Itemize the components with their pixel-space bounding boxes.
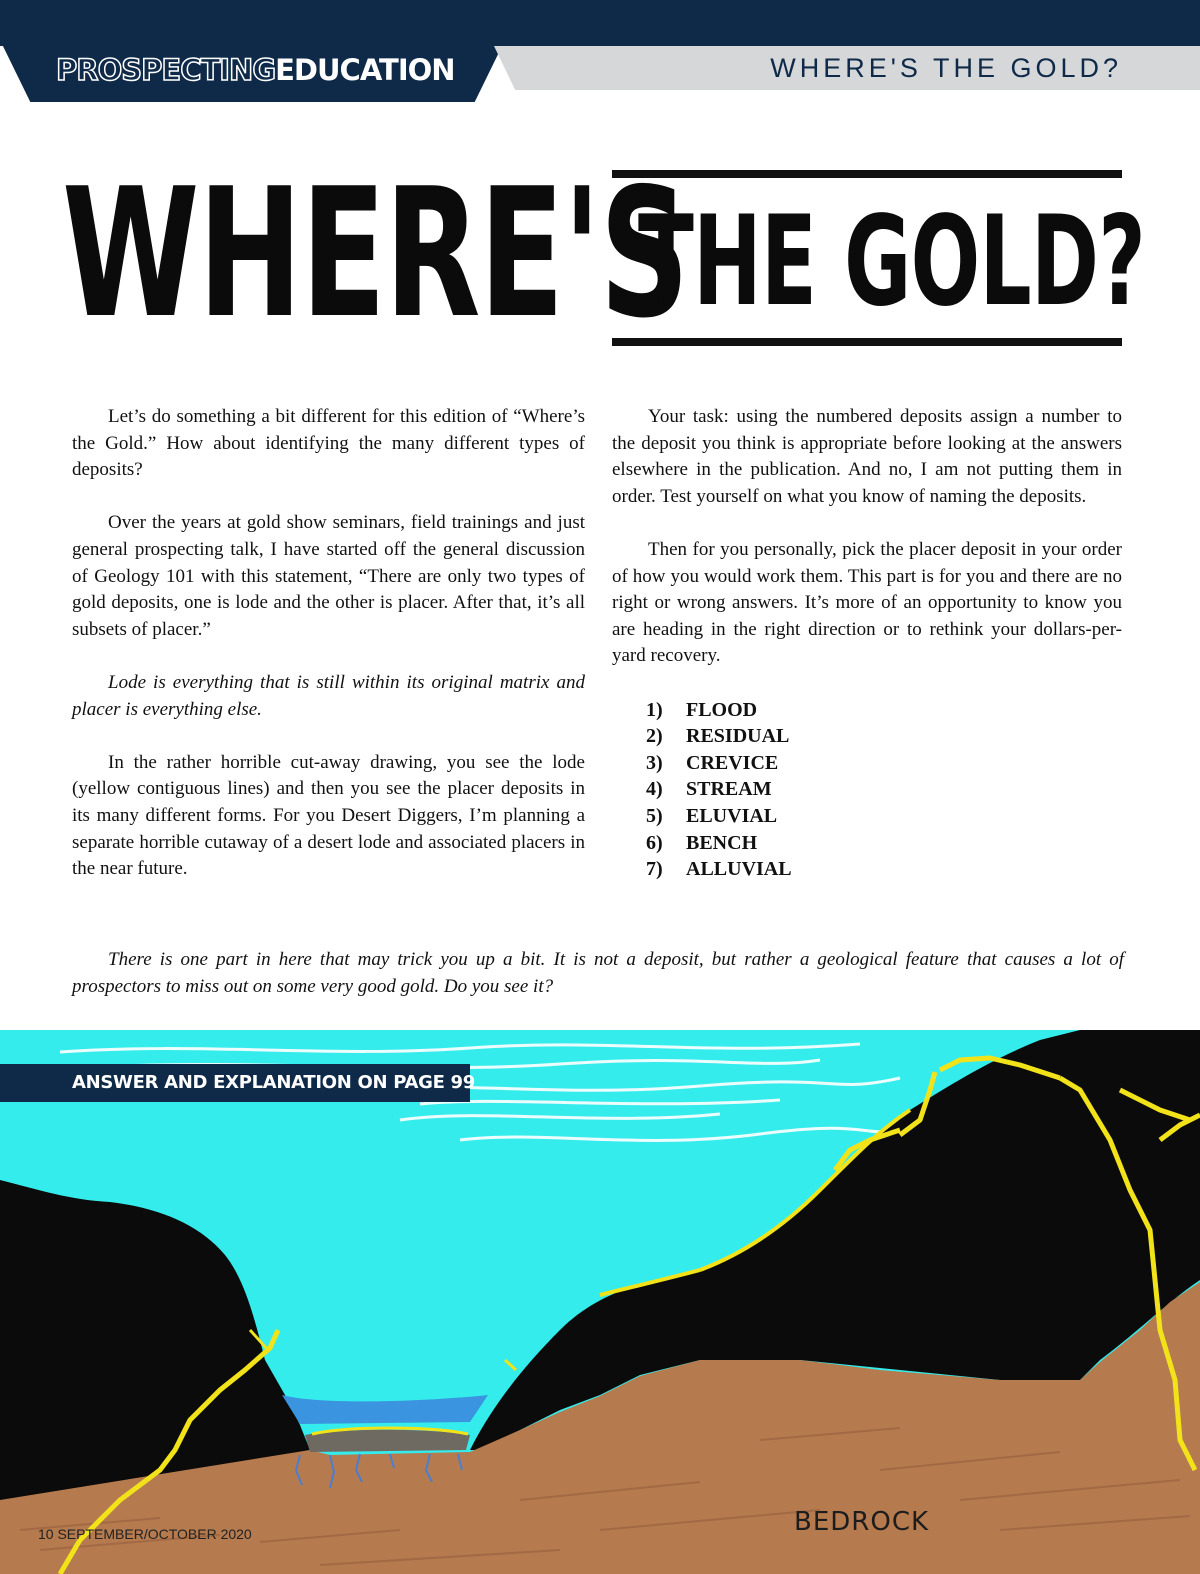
headline-right-box [612, 170, 1146, 346]
deposit-name: BENCH [686, 831, 758, 854]
body-paragraph: Then for you personally, pick the placer deposit in your order of how you would work them. This part is for you and there are no right or wrong answers. It’s more of an opportunity to know you are heading in the right direction or to rethink your dollars-per-yard recovery. [612, 538, 1122, 667]
deposit-name: STREAM [686, 778, 772, 801]
deposit-number: 5) [646, 804, 663, 827]
section-label-outline: PROSPECTING [56, 53, 276, 87]
deposit-number: 3) [646, 751, 663, 774]
deposit-list [646, 697, 1122, 883]
list-item [646, 750, 1122, 777]
body-paragraph: In the rather horrible cut-away drawing, you see the lode (yellow contiguous lines) and then you see the placer deposits in its many different forms. For you Desert Diggers, I’m planning a separate horrible cutaway of a desert lode and associated placers in the near future. [72, 751, 585, 880]
gravel-bed [305, 1430, 470, 1452]
page-folio: 10 SEPTEMBER/OCTOBER 2020 [38, 1526, 252, 1542]
list-item [646, 803, 1122, 830]
body-paragraph-italic: Lode is everything that is still within its original matrix and placer is everything else. [72, 671, 585, 720]
header-band [0, 0, 1200, 46]
answer-banner: ANSWER AND EXPLANATION ON PAGE 99 [0, 1064, 470, 1102]
list-item [646, 830, 1122, 857]
deposit-number: 7) [646, 858, 663, 881]
body-paragraph: Let’s do something a bit different for this edition of “Where’s the Gold.” How about identifying the many different types of deposits? [72, 406, 585, 481]
deposit-number: 1) [646, 698, 663, 721]
body-column-right [612, 404, 1122, 883]
deposit-number: 2) [646, 725, 663, 748]
trick-note: There is one part in here that may trick you up a bit. It is not a deposit, but rather a geological feature that causes a lot of prospectors to miss out on some very good gold. Do you see it? [72, 949, 1124, 997]
deposit-name: FLOOD [686, 698, 758, 721]
deposit-number: 4) [646, 778, 663, 801]
list-item [646, 776, 1122, 803]
cutaway-illustration [0, 1030, 1200, 1574]
list-item [646, 856, 1122, 883]
deposit-name: ALLUVIAL [686, 858, 792, 881]
deposit-number: 6) [646, 831, 663, 854]
body-paragraph: Over the years at gold show seminars, field trainings and just general prospecting talk, I have started off the general discussion of Geology 101 with this statement, “There are only two types of gold deposits, one is lode and the other is placer. After that, it’s all subsets of placer.” [72, 512, 585, 640]
section-label [56, 50, 455, 90]
headline-left: WHERE'S [62, 150, 688, 357]
deposit-name: RESIDUAL [686, 725, 790, 748]
deposit-name: CREVICE [686, 751, 779, 774]
bedrock-label: BEDROCK [794, 1507, 930, 1537]
page-topic: WHERE'S THE GOLD? [770, 53, 1122, 83]
body-column-left [72, 404, 585, 909]
list-item [646, 723, 1122, 750]
deposit-name: ELUVIAL [686, 804, 778, 827]
list-item [646, 697, 1122, 724]
section-label-solid: EDUCATION [275, 53, 455, 87]
headline-right: THE GOLD? [638, 190, 1146, 334]
body-paragraph: Your task: using the numbered deposits assign a number to the deposit you think is appropriate before looking at the answers elsewhere in the publication. And no, I am not putting them in order. Test yourself on what you know of naming the deposits. [612, 406, 1122, 507]
